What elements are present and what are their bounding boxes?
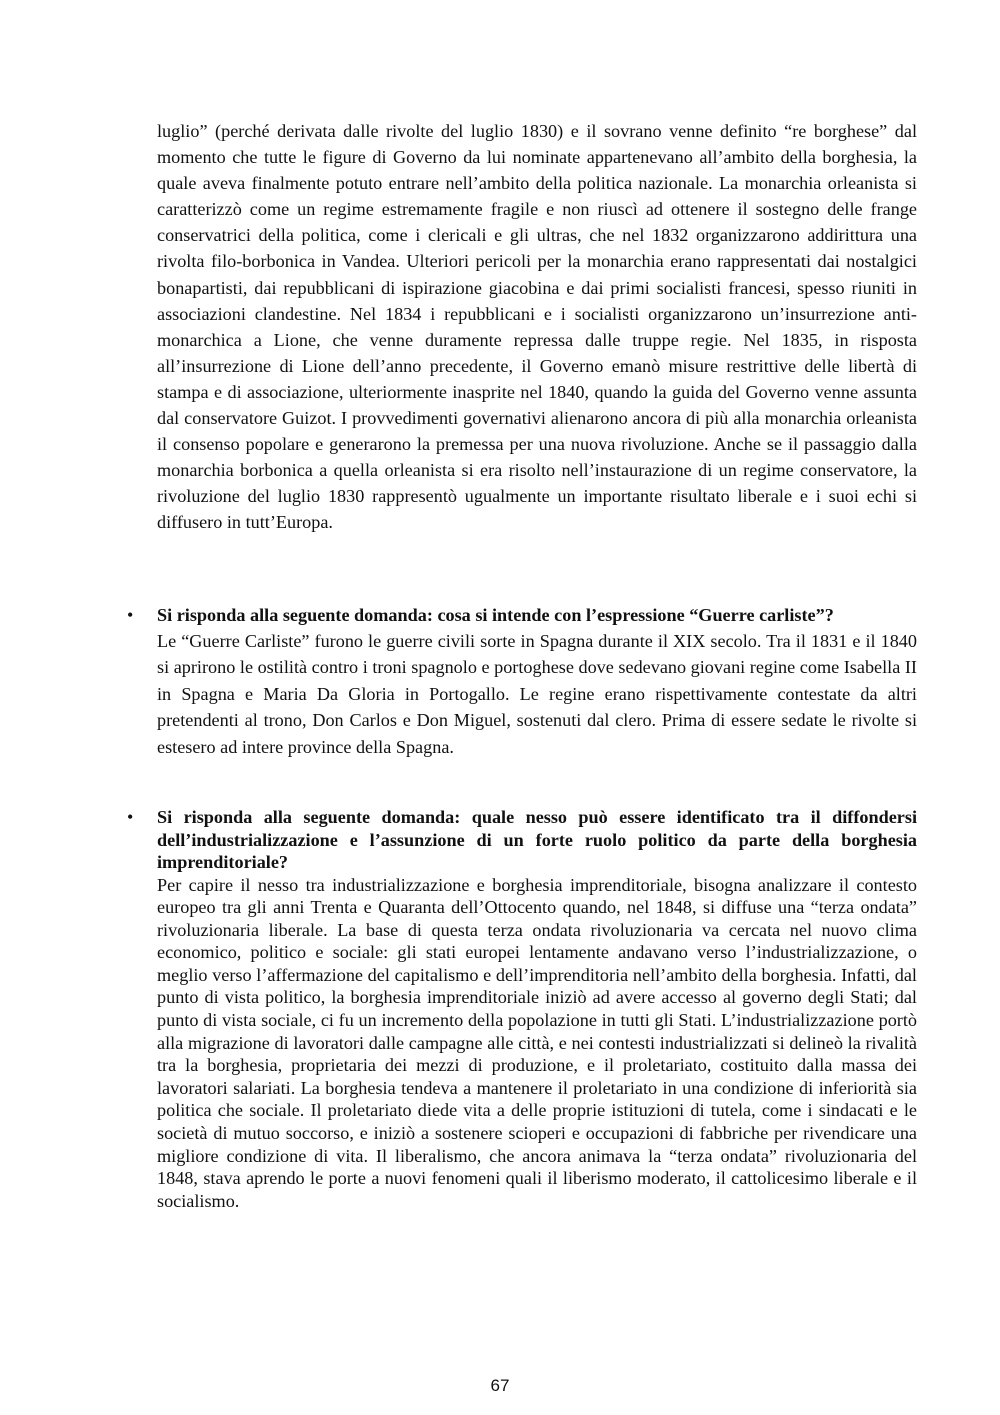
continuation-paragraph: luglio” (perché derivata dalle rivolte del luglio 1830) e il sovrano venne definito “re borghese” dal momento che tutte le figure di Governo da lui nominate appartenevano all’ambito della borghesia, la quale aveva finalmente potuto entrare nell’ambito della politica nazionale. La monarchia orleanista si caratterizzò come un regime estremamente fragile e non riuscì ad ottenere il sostegno delle frange conservatrici della politica, come i clericali e gli ultras, che nel 1832 organizzarono addirittura una rivolta filo-borbonica in Vandea. Ulteriori pericoli per la monarchia erano rappresentati dai nostalgici bonapartisti, dai repubblicani di ispirazione giacobina e dai primi socialisti francesi, spesso riuniti in associazioni clandestine. Nel 1834 i repubblicani e i socialisti organizzarono un’insurrezione anti- monarchica a Lione, che venne duramente repressa dalle truppe regie. Nel 1835, in risposta all’insurrezione di Lione dell’anno precedente, il Governo emanò misure restrittive delle libertà di stampa e di associazione, ulteriormente inasprite nel 1840, quando la guida del Governo venne assunta dal conservatore Guizot. I provvedimenti governativi alienarono ancora di più alla monarchia orleanista il consenso popolare e generarono la premessa per una nuova rivoluzione. Anche se il passaggio dalla monarchia borbonica a quella orleanista si era risolto nell’instaurazione di un regime conservatore, la rivoluzione del luglio 1830 rappresentò ugualmente un importante risultato liberale e i suoi echi si diffusero in tutt’Europa. <box>157 121 917 533</box>
question-heading: Si risponda alla seguente domanda: cosa si intende con l’espressione “Guerre carliste”? <box>157 605 834 625</box>
question-section-carlist-wars <box>127 602 917 760</box>
page-number: 67 <box>490 1376 510 1395</box>
answer-paragraph: Le “Guerre Carliste” furono le guerre civili sorte in Spagna durante il XIX secolo. Tra il 1831 e il 1840 si aprirono le ostilità contro i troni spagnolo e portoghese dove sedevano giovani regine come Isabella II in Spagna e Maria Da Gloria in Portogallo. Le regine erano rispettivamente contestate da altri pretendenti al trono, Don Carlos e Don Miguel, sostenuti dal clero. Prima di essere sedate le rivolte si estesero ad intere province della Spagna. <box>157 631 917 757</box>
question-heading: Si risponda alla seguente domanda: quale nesso può essere identificato tra il diffondersi dell’industrializzazione e l’assunzione di un forte ruolo politico da parte della borghesia imprenditoriale? <box>157 807 917 872</box>
bullet-icon: • <box>127 605 134 625</box>
bullet-icon: • <box>127 807 134 827</box>
answer-paragraph: Per capire il nesso tra industrializzazione e borghesia imprenditoriale, bisogna analizzare il contesto europeo tra gli anni Trenta e Quaranta dell’Ottocento quando, nel 1848, si diffuse una “terza ondata” rivoluzionaria liberale. La base di questa terza ondata rivoluzionaria va cercata nel nuovo clima economico, politico e sociale: gli stati europei lentamente andavano verso l’industrializzazione, o meglio verso l’affermazione del capitalismo e dell’imprenditoria nell’ambito della borghesia. Infatti, dal punto di vista politico, la borghesia imprenditoriale iniziò ad avere accesso al governo degli Stati; dal punto di vista sociale, ci fu un incremento della popolazione in tutti gli Stati. L’industrializzazione portò alla migrazione di lavoratori dalle campagne alle città, e nei contesti industrializzati si delineò la rivalità tra la borghesia, proprietaria dei mezzi di produzione, e il proletariato, costituito dalla massa dei lavoratori salariati. La borghesia tendeva a mantenere il proletariato in una condizione di inferiorità sia politica che sociale. Il proletariato diede vita a delle proprie istituzioni di tutela, come i sindacati e le società di mutuo soccorso, e iniziò a sostenere scioperi e occupazioni di fabbriche per rivendicare una migliore condizione di vita. Il liberalismo, che ancora animava la “terza ondata” rivoluzionaria del 1848, stava aprendo le porte a nuovi fenomeni quali il liberismo moderato, il cattolicesimo liberale e il socialismo. <box>157 874 917 1211</box>
question-section-industrialization <box>127 806 917 1212</box>
